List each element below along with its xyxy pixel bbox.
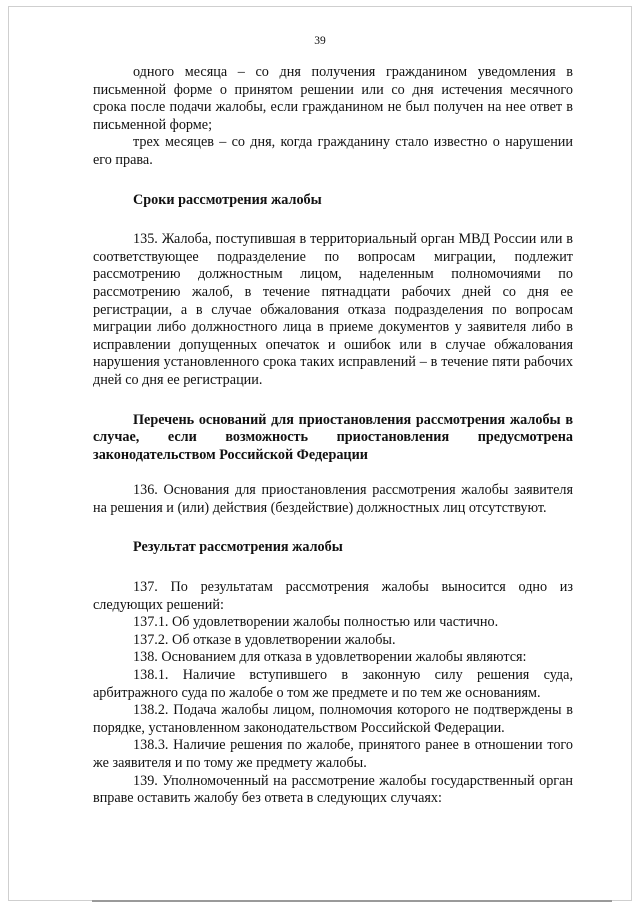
paragraph-deadline-one-month: одного месяца – со дня получения гражданином уведомления в письменной форме о принятом решении или со дня истечения месячного срока после подачи жалобы, если гражданином не был получен на нее ответ в письменной форме; (93, 64, 573, 133)
paragraph-136: 136. Основания для приостановления рассмотрения жалобы заявителя на решения и (или) действия (бездействие) должностных лиц отсутствуют. (93, 482, 573, 516)
page-number: 39 (314, 35, 326, 47)
paragraph-138-3: 138.3. Наличие решения по жалобе, принятого ранее в отношении того же заявителя и по тому же предмету жалобы. (93, 737, 573, 771)
paragraph-deadline-three-months: трех месяцев – со дня, когда гражданину стало известно о нарушении его права. (93, 134, 573, 168)
paragraph-138: 138. Основанием для отказа в удовлетворении жалобы являются: (133, 649, 527, 666)
heading-review-result: Результат рассмотрения жалобы (133, 539, 343, 556)
heading-review-terms: Сроки рассмотрения жалобы (133, 191, 322, 208)
page-bottom-edge (92, 900, 612, 902)
paragraph-137-2: 137.2. Об отказе в удовлетворении жалобы. (133, 631, 396, 648)
paragraph-135: 135. Жалоба, поступившая в территориальный орган МВД России или в соответствующее подразделение по вопросам миграции, подлежит рассмотрению должностным лицом, наделенным полномочиями по рассмотрению жалоб, в течение пятнадцати рабочих дней со дня ее регистрации, а в случае обжалования отказа подразделения по вопросам миграции либо должностного лица в приеме документов у заявителя либо в исправлении допущенных опечаток и ошибок или в случае обжалования нарушения установленного срока таких исправлений – в течение пяти рабочих дней со дня ее регистрации. (93, 231, 573, 388)
paragraph-138-2: 138.2. Подача жалобы лицом, полномочия которого не подтверждены в порядке, установленном законодательством Российской Федерации. (93, 702, 573, 736)
document-body (93, 64, 573, 808)
paragraph-139: 139. Уполномоченный на рассмотрение жалобы государственный орган вправе оставить жалобу без ответа в следующих случаях: (93, 772, 573, 807)
heading-suspension-grounds: Перечень оснований для приостановления рассмотрения жалобы в случае, если возможность приостановления предусмотрена законодательством Российской Федерации (93, 411, 573, 463)
paragraph-137-1: 137.1. Об удовлетворении жалобы полностью или частично. (133, 614, 499, 631)
paragraph-138-1: 138.1. Наличие вступившего в законную силу решения суда, арбитражного суда по жалобе о том же предмете и по тем же основаниям. (93, 667, 573, 701)
paragraph-137: 137. По результатам рассмотрения жалобы выносится одно из следующих решений: (93, 579, 573, 613)
